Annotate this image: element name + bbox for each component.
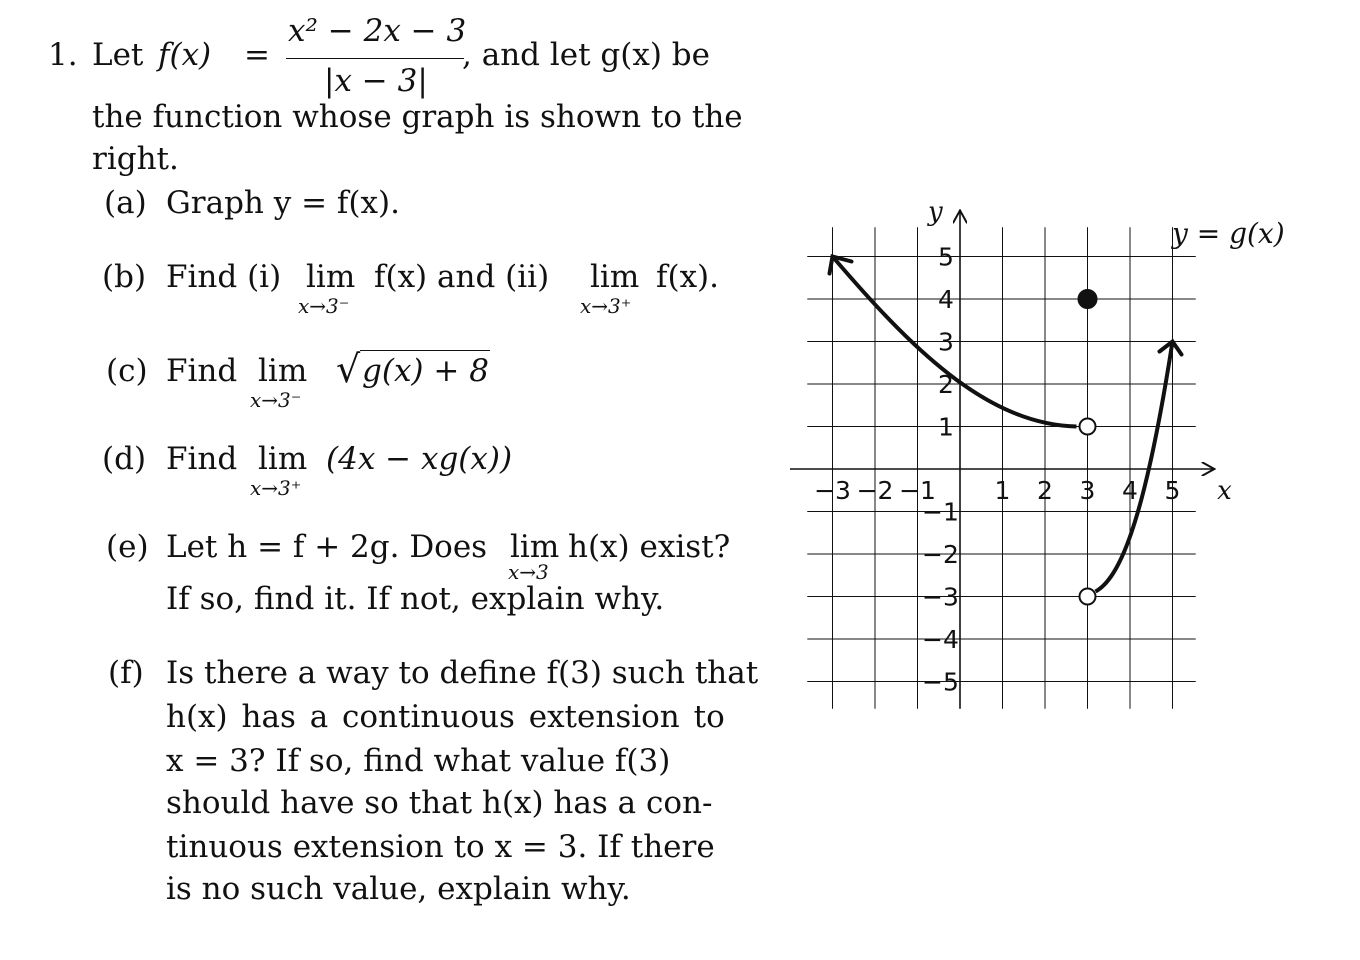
part-f-label: (f) <box>108 655 144 691</box>
intro-let: Let <box>92 37 144 73</box>
y-tick-label: 1 <box>938 412 954 442</box>
part-a-text: Graph y = f(x). <box>166 185 400 221</box>
part-e-line2: If so, find it. If not, explain why. <box>166 581 665 617</box>
part-c-label: (c) <box>106 353 148 389</box>
x-tick-label: 2 <box>1037 476 1053 505</box>
y-tick-label: −4 <box>922 625 959 654</box>
part-b-text-start: Find (i) <box>166 259 282 295</box>
y-tick-label: −2 <box>922 540 959 569</box>
f-definition-lhs: f(x) <box>158 37 212 73</box>
graph-title: y = g(x) <box>1172 217 1285 250</box>
curves <box>830 257 1182 592</box>
part-f-line: tinuous extension to x = 3. If there <box>166 829 715 865</box>
part-f-line: Is there a way to define f(3) such that <box>166 655 759 691</box>
y-tick-label: −1 <box>922 497 959 527</box>
equals-sign: = <box>244 37 270 73</box>
part-e-lim-sub: x→3 <box>508 560 549 584</box>
x-tick-label: −1 <box>899 476 936 505</box>
part-b-lim2-sub: x→3⁺ <box>580 294 632 318</box>
part-f-line: should have so that h(x) has a con- <box>166 785 713 821</box>
part-e-lim: lim <box>510 529 560 565</box>
part-f-line: h(x) has a continuous extension to <box>166 699 725 735</box>
part-c-sqrt-sign: √ <box>336 347 361 391</box>
y-tick-label: −3 <box>922 582 959 612</box>
part-e-line1-end: h(x) exist? <box>568 529 731 565</box>
x-axis-label: x <box>1217 476 1232 506</box>
part-d-lim-sub: x→3⁺ <box>250 476 302 500</box>
part-b-lim1: lim <box>306 259 356 295</box>
part-b-expr1: f(x) and (ii) <box>374 259 550 295</box>
tick-labels <box>814 197 1232 697</box>
y-axis-label: y <box>928 197 943 227</box>
part-c-radicand: g(x) + 8 <box>362 353 489 389</box>
part-f-line: is no such value, explain why. <box>166 871 631 907</box>
part-a-label: (a) <box>104 185 147 221</box>
part-b-lim1-sub: x→3⁻ <box>298 294 350 318</box>
grid-lines <box>807 227 1196 709</box>
y-tick-label: 5 <box>938 242 954 272</box>
part-b-expr2: f(x). <box>656 259 719 295</box>
y-tick-label: 3 <box>938 327 954 357</box>
filled-point <box>1079 290 1097 308</box>
part-c-text-start: Find <box>166 353 238 389</box>
part-d-text-start: Find <box>166 441 238 477</box>
part-b-lim2: lim <box>590 259 640 295</box>
y-tick-label: −5 <box>922 667 959 697</box>
x-tick-label: 4 <box>1122 476 1138 505</box>
part-e-line1-start: Let h = f + 2g. Does <box>166 529 488 565</box>
part-c-lim: lim <box>258 353 308 389</box>
y-tick-label: 4 <box>938 285 954 314</box>
intro-line-3: right. <box>92 141 179 177</box>
y-tick-label: 2 <box>938 370 954 399</box>
intro-line-2: the function whose graph is shown to the <box>92 99 743 135</box>
part-b-label: (b) <box>102 259 147 295</box>
part-c-lim-sub: x→3⁻ <box>250 388 302 412</box>
open-point <box>1080 589 1096 605</box>
part-d-label: (d) <box>102 441 147 477</box>
f-numerator: x² − 2x − 3 <box>288 13 467 49</box>
x-tick-label: 1 <box>994 476 1011 505</box>
part-f-line: x = 3? If so, find what value f(3) <box>166 743 671 779</box>
part-d-lim: lim <box>258 441 308 477</box>
intro-tail: , and let g(x) be <box>462 37 710 73</box>
x-tick-label: −3 <box>814 476 851 505</box>
problem-number: 1. <box>48 37 78 73</box>
x-tick-label: 3 <box>1079 476 1096 505</box>
part-d-expr: (4x − xg(x)) <box>326 441 513 477</box>
open-point <box>1080 419 1096 435</box>
f-denominator: |x − 3| <box>324 63 428 99</box>
x-tick-label: 5 <box>1164 476 1181 505</box>
x-tick-label: −2 <box>856 476 894 505</box>
part-e-label: (e) <box>106 529 149 565</box>
